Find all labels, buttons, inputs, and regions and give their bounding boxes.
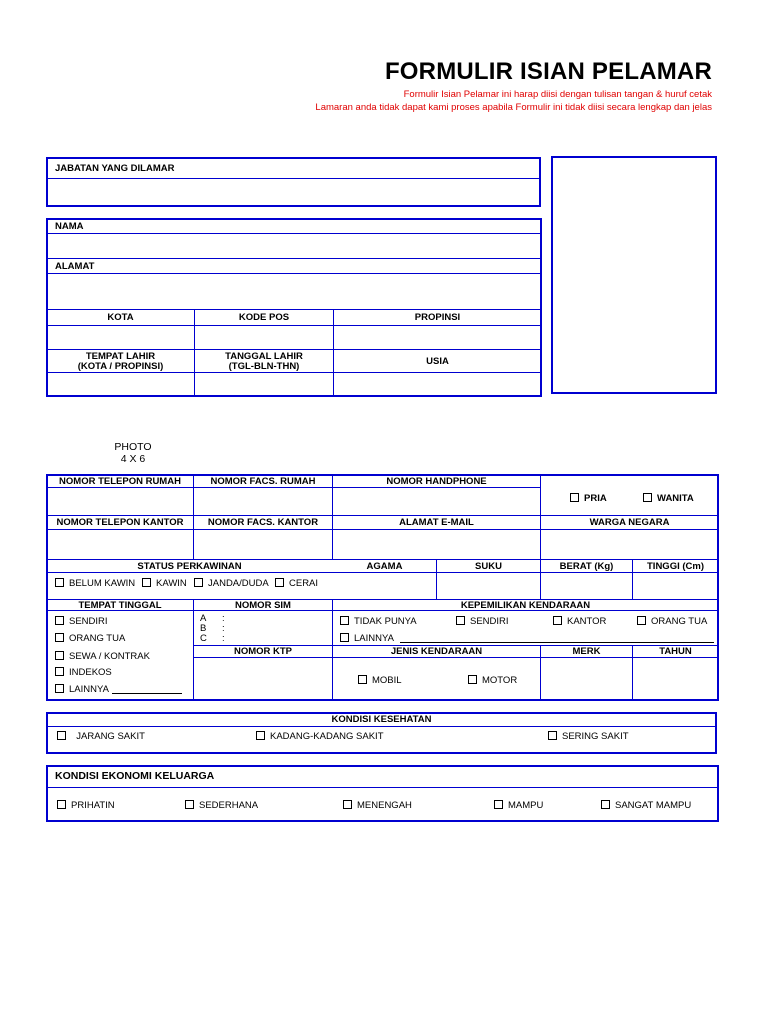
nomor-ktp-label: NOMOR KTP bbox=[233, 646, 293, 657]
mampu-option[interactable]: MAMPU bbox=[494, 800, 543, 811]
kendaraan-lainnya-option[interactable]: LAINNYA bbox=[340, 633, 394, 644]
facs-rumah-label: NOMOR FACS. RUMAH bbox=[210, 476, 316, 487]
status-perkawinan-label: STATUS PERKAWINAN bbox=[137, 561, 242, 572]
nomor-sim-label: NOMOR SIM bbox=[235, 600, 291, 611]
checkbox-icon bbox=[55, 578, 64, 587]
checkbox-icon bbox=[256, 731, 265, 740]
jabatan-label: JABATAN YANG DILAMAR bbox=[55, 163, 175, 174]
checkbox-icon bbox=[57, 731, 66, 740]
tinggi-label: TINGGI (Cm) bbox=[647, 561, 704, 572]
tahun-label: TAHUN bbox=[659, 646, 692, 657]
checkbox-icon bbox=[55, 633, 64, 642]
sim-a-colon: : bbox=[222, 613, 225, 624]
checkbox-icon bbox=[340, 616, 349, 625]
email-label: ALAMAT E-MAIL bbox=[399, 517, 474, 528]
status-kawin-option[interactable]: KAWIN bbox=[142, 578, 187, 589]
tanggal-lahir-label: TANGGAL LAHIR bbox=[225, 351, 303, 362]
sim-b-label: B bbox=[200, 623, 207, 634]
nama-field[interactable] bbox=[48, 235, 540, 257]
checkbox-icon bbox=[57, 800, 66, 809]
kesehatan-title: KONDISI KESEHATAN bbox=[331, 714, 432, 725]
jenis-mobil-option[interactable]: MOBIL bbox=[358, 675, 402, 686]
tinggal-orang-tua-option[interactable]: ORANG TUA bbox=[55, 633, 125, 644]
checkbox-icon bbox=[548, 731, 557, 740]
sim-a-label: A bbox=[200, 613, 207, 624]
kode-pos-label: KODE POS bbox=[238, 312, 290, 323]
checkbox-icon bbox=[340, 633, 349, 642]
tinggal-lainnya-option[interactable]: LAINNYA bbox=[55, 684, 109, 695]
tempat-lahir-label: TEMPAT LAHIR bbox=[85, 351, 156, 362]
tempat-lahir-sublabel: (KOTA / PROPINSI) bbox=[77, 361, 164, 372]
sim-b-colon: : bbox=[222, 623, 225, 634]
checkbox-icon bbox=[55, 684, 64, 693]
checkbox-icon bbox=[55, 667, 64, 676]
tanggal-lahir-sublabel: (TGL-BLN-THN) bbox=[228, 361, 300, 372]
sangat-mampu-option[interactable]: SANGAT MAMPU bbox=[601, 800, 691, 811]
checkbox-icon bbox=[343, 800, 352, 809]
kota-label: KOTA bbox=[107, 312, 134, 323]
tinggal-sewa-option[interactable]: SEWA / KONTRAK bbox=[55, 651, 150, 662]
suku-label: SUKU bbox=[475, 561, 502, 572]
gender-pria-option[interactable]: PRIA bbox=[570, 493, 607, 504]
prihatin-option[interactable]: PRIHATIN bbox=[57, 800, 115, 811]
tinggal-indekos-option[interactable]: INDEKOS bbox=[55, 667, 112, 678]
kadang-sakit-option[interactable]: KADANG-KADANG SAKIT bbox=[256, 731, 384, 742]
checkbox-icon bbox=[55, 651, 64, 660]
alamat-field[interactable] bbox=[48, 275, 540, 308]
checkbox-icon bbox=[601, 800, 610, 809]
checkbox-icon bbox=[142, 578, 151, 587]
photo-box bbox=[551, 156, 717, 394]
tinggal-sendiri-option[interactable]: SENDIRI bbox=[55, 616, 108, 627]
menengah-option[interactable]: MENENGAH bbox=[343, 800, 412, 811]
sering-sakit-option[interactable]: SERING SAKIT bbox=[548, 731, 629, 742]
kendaraan-tidak-punya-option[interactable]: TIDAK PUNYA bbox=[340, 616, 417, 627]
form-title: FORMULIR ISIAN PELAMAR bbox=[384, 58, 712, 85]
checkbox-icon bbox=[194, 578, 203, 587]
jarang-sakit-option[interactable]: JARANG SAKIT bbox=[57, 731, 145, 742]
telp-rumah-label: NOMOR TELEPON RUMAH bbox=[59, 476, 181, 487]
status-belum-kawin-option[interactable]: BELUM KAWIN bbox=[55, 578, 135, 589]
merk-label: MERK bbox=[572, 646, 601, 657]
nama-label: NAMA bbox=[55, 221, 84, 232]
checkbox-icon bbox=[55, 616, 64, 625]
agama-label: AGAMA bbox=[366, 561, 403, 572]
berat-label: BERAT (Kg) bbox=[559, 561, 614, 572]
sim-c-colon: : bbox=[222, 633, 225, 644]
checkbox-icon bbox=[468, 675, 477, 684]
kepemilikan-label: KEPEMILIKAN KENDARAAN bbox=[460, 600, 591, 611]
ekonomi-title: KONDISI EKONOMI KELUARGA bbox=[55, 770, 215, 782]
usia-label: USIA bbox=[426, 356, 449, 367]
checkbox-icon bbox=[553, 616, 562, 625]
kendaraan-kantor-option[interactable]: KANTOR bbox=[553, 616, 606, 627]
checkbox-icon bbox=[275, 578, 284, 587]
gender-wanita-option[interactable]: WANITA bbox=[643, 493, 694, 504]
handphone-label: NOMOR HANDPHONE bbox=[386, 476, 487, 487]
jabatan-field[interactable] bbox=[48, 180, 538, 205]
status-janda-duda-option[interactable]: JANDA/DUDA bbox=[194, 578, 269, 589]
warning-note: Lamaran anda tidak dapat kami proses apabila Formulir ini tidak diisi secara lengkap dan jelas bbox=[315, 102, 712, 113]
kendaraan-orang-tua-option[interactable]: ORANG TUA bbox=[637, 616, 707, 627]
status-cerai-option[interactable]: CERAI bbox=[275, 578, 318, 589]
sim-c-label: C bbox=[200, 633, 207, 644]
tempat-tinggal-label: TEMPAT TINGGAL bbox=[78, 600, 162, 611]
alamat-label: ALAMAT bbox=[55, 261, 95, 272]
checkbox-icon bbox=[185, 800, 194, 809]
jenis-kendaraan-label: JENIS KENDARAAN bbox=[390, 646, 483, 657]
checkbox-icon bbox=[570, 493, 579, 502]
instruction-note: Formulir Isian Pelamar ini harap diisi dengan tulisan tangan & huruf cetak bbox=[403, 89, 712, 100]
sederhana-option[interactable]: SEDERHANA bbox=[185, 800, 258, 811]
kendaraan-sendiri-option[interactable]: SENDIRI bbox=[456, 616, 509, 627]
propinsi-label: PROPINSI bbox=[414, 312, 461, 323]
checkbox-icon bbox=[637, 616, 646, 625]
jenis-motor-option[interactable]: MOTOR bbox=[468, 675, 517, 686]
checkbox-icon bbox=[358, 675, 367, 684]
checkbox-icon bbox=[456, 616, 465, 625]
checkbox-icon bbox=[494, 800, 503, 809]
photo-size: 4 X 6 bbox=[120, 453, 146, 465]
telp-kantor-label: NOMOR TELEPON KANTOR bbox=[56, 517, 184, 528]
facs-kantor-label: NOMOR FACS. KANTOR bbox=[207, 517, 319, 528]
photo-label: PHOTO bbox=[114, 441, 152, 453]
checkbox-icon bbox=[643, 493, 652, 502]
warga-negara-label: WARGA NEGARA bbox=[589, 517, 670, 528]
